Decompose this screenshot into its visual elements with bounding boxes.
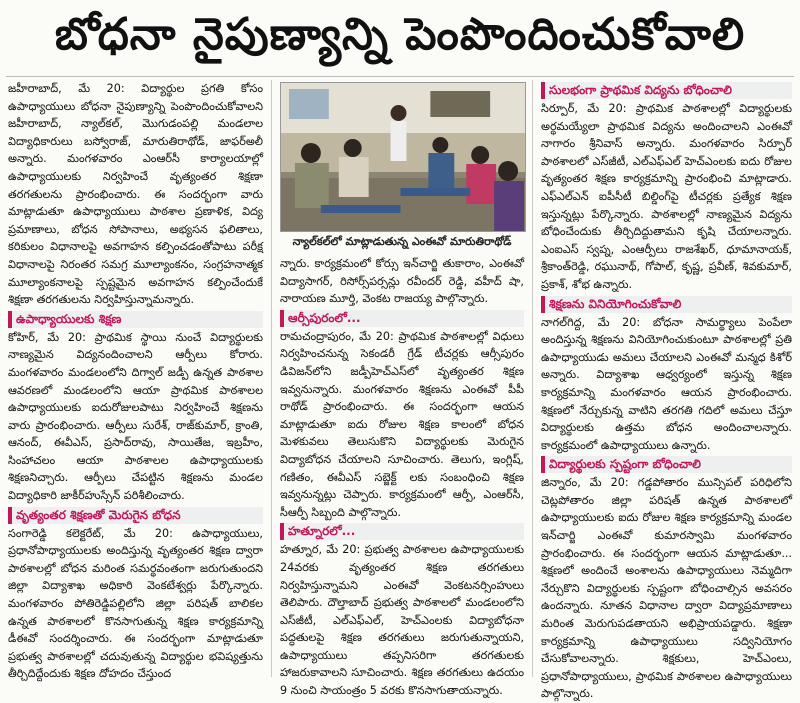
article-paragraph: న్నారు. కార్యక్రమంలో కోర్సు ఇన్‌చార్జి తుకారాం, ఎంఈవో విద్యాసాగర్, రిసోర్స్‌పర్సన్లు రవీందర్ రెడ్డి, వహీద్ షా, నారాయణ మూర్తి, వెంకట రాజయ్య పాల్గొన్నారు. — [280, 257, 524, 306]
article-columns — [6, 80, 794, 701]
article-paragraph: నాగల్‌గిద్ద, మే 20: బోధనా సామర్థ్యాలు పెంపేలా అందిస్తున్న శిక్షణను వినియోగించుకుంటూ పాఠశాలల్లో ప్రతి ఉపాధ్యాయుడు అమలు చేయాలని ఎంఈవో మన్మధ కిశోర్ అన్నారు. విద్యాశాఖ ఆధ్వర్యంలో ఇస్తున్న శిక్షణ కార్యక్రమాన్ని మంగళవారం ఆయన ప్రారంభించారు. శిక్షణలో నేర్చుకున్న వాటిని తరగతి గదిలో అమలు చేస్తూ విద్యార్థులకు ఉత్తమ బోధన అందించాలన్నారు. కార్యక్రమంలో ఉపాధ్యాయులు ఉన్నారు. — [541, 315, 792, 452]
article-paragraph: సంగారెడ్డి కలెక్టరేట్, మే 20: ఉపాధ్యాయులు, ప్రధానోపాధ్యాయులకు అందిస్తున్న వృత్యంతర శిక్షణ ద్వారా పాఠశాలల్లో బోధన మరింత సమర్థవంతంగా జరుగుతుందని జిల్లా విద్యాశాఖ అధికారి వెంకటేశ్వర్లు పేర్కొన్నారు. మంగళవారం పోతిరెడ్డిపల్లిలోని జిల్లా పరిషత్ బాలికల ఉన్నత పాఠశాలలో కొనసాగుతున్న శిక్షణ కార్యక్రమాన్ని డీఈవో సందర్శించారు. ఈ సందర్భంగా మాట్లాడుతూ ప్రభుత్వ పాఠశాలల్లో చదువుతున్న విద్యార్థుల భవిష్యత్తును తీర్చిదిద్దేందుకు శిక్షణ దోహదం చేస్తుంద — [8, 526, 263, 681]
classroom-photo-illustration — [281, 83, 525, 231]
subheading: వృత్యంతర శిక్షణతో మెరుగైన బోధన — [8, 507, 263, 524]
subheading: సులభంగా ప్రాథమిక విద్యను బోధించాలి — [541, 82, 792, 99]
subheading: శిక్షణను వినియోగించుకోవాలి — [541, 296, 792, 313]
subheading: ఉపాధ్యాయులకు శిక్షణ — [8, 311, 263, 328]
article-paragraph: జిన్నారం, మే 20: గడ్డపోతారం మున్సిపల్ పరిధిలోని చెట్లపోతారం జిల్లా పరిషత్ ఉన్నత పాఠశాలలో ఉపాధ్యాయులకు ఐదు రోజుల శిక్షణ కార్యక్రమాన్ని మండల ఇన్‌చార్జి ఎంఈవో కుమారస్వామి మంగళవారం ప్రారంభించారు. ఈ సందర్భంగా ఆయన మాట్లాడుతూ... శిక్షణలో అందించే అంశాలను ఉపాధ్యాయులు నెమ్మదిగా నేర్చుకొని విద్యార్థులకు స్పష్టంగా బోధించాల్సిన అవసరం ఉందన్నారు. నూతన విధానాల ద్వారా విద్యాప్రమాణాలు మరింత మెరుగుపడతాయని అభిప్రాయపడ్డారు. శిక్షణా కార్యక్రమాన్ని ఉపాధ్యాయులు సద్వినియోగం చేసుకోవాలన్నారు. శిక్షకులు, హెచ్‌ఎంలు, ప్రధానోపాధ్యాయులు, ప్రాథమిక పాఠశాలల ఉపాధ్యాయులు పాల్గొన్నారు. — [541, 476, 792, 701]
subheading: హత్నూరలో... — [280, 523, 524, 540]
article-paragraph: జహీరాబాద్, మే 20: విద్యార్థుల ప్రగతి కోసం ఉపాధ్యాయులు బోధనా నైపుణ్యాన్ని పెంపొందించుకోవాలని జహీరాబాద్, న్యాల్‌కల్, మొగుడంపల్లి మండలాల విద్యాధికారులు బస్వోరాజ్, మారుతిరాథోడ్, జాఫర్‌అలీ అన్నారు. మంగళవారం ఎంఆర్‌సీ కార్యాలయాల్లో ఉపాధ్యాయులకు నిర్వహించే వృత్యంతర శిక్షణా తరగతులను ప్రారంభించారు. ఈ సందర్భంగా వారు మాట్లాడుతూ ఉపాధ్యాయులు పాఠశాల ప్రణాళిక, విద్య ప్రమాణాలు, బోధన సోపానాలు, అభ్యసన ఫలితాలు, కరికులం విధానాలపై అవగాహన కల్పించడంతోపాటు పరీక్ష విధానాలపై నిరంతర సమగ్ర మూల్యాంకనం, సంగ్రహనాత్మక మూల్యాంకనాలపై స్పష్టమైన అవగాహన కల్పించేందుకే శిక్షణా తరగతులను నిర్వహిస్తున్నామన్నారు. — [8, 82, 263, 307]
headline: బోధనా నైపుణ్యాన్ని పెంపొందించుకోవాలి — [6, 4, 794, 77]
photo-caption: న్యాల్‌కల్‌లో మాట్లాడుతున్న ఎంఈవో మారుతిరాథోడ్ — [292, 235, 512, 248]
article-paragraph: రామచంద్రాపురం, మే 20: ప్రాథమిక పాఠశాలల్లో విధులు నిర్వహించనున్న సెకండరీ గ్రేడ్ టీచర్లకు ఆర్సీపురం డివిజన్‌లోని జడ్పీహెచ్‌ఎస్‌లో వృత్యంతర శిక్షణ ఇవ్వనున్నారు. మంగళవారం శిక్షణను ఎంఈవో పీపీ రాథోడ్ ప్రారంభించారు. ఈ సందర్భంగా ఆయన మాట్లాడుతూ ఐదు రోజుల శిక్షణ కాలంలో బోధన మెళకువలు తెలుసుకొని విద్యార్థులకు మెరుగైన విద్యాబోధన చేయాలని సూచించారు. తెలుగు, ఇంగ్లిష్, గణితం, ఈవీఎస్ సబ్జెక్ట్ లకు సంబంధించి శిక్షణ ఇవ్వనున్నట్లు చెప్పారు. కార్యక్రమంలో ఆర్పీ, ఎంఆర్‌సీ, సీఆర్పీ సిబ్బంది పాల్గొన్నారు. — [280, 329, 524, 519]
article-paragraph: కోహిర్, మే 20: ప్రాథమిక స్థాయి నుంచే విద్యార్థులకు నాణ్యమైన విద్యనందించాలని ఆర్పీలు కోరారు. మంగళవారం మండలంలోని దిగ్వాల్ జడ్పీ ఉన్నత పాఠశాల ఆవరణలో మండలంలోని ఆయా ప్రాథమిక పాఠశాలల ఉపాధ్యాయులకు ఐదురోజులపాటు నిర్వహించే శిక్షణను వారు ప్రారంభించారు. ఆర్పీలు సురేశ్, రాజ్‌కుమార్, క్రాంతి, ఆనంద్, ఈవీఎస్, ప్రసాద్‌రావు, సాయితేజ, ఇబ్రహీం, సింహాచలం ఆయా పాఠశాలల ఉపాధ్యాయులకు శిక్షణనిచ్చారు. ఆర్పీలు చేపట్టిన శిక్షణను మండల విద్యాధికారి జాకీర్‌హుస్సేన్ పరిశీలించారు. — [8, 330, 263, 503]
classroom-photo — [280, 82, 526, 232]
article-paragraph: హత్నూర, మే 20: ప్రభుత్వ పాఠశాలల ఉపాధ్యాయులకు 24వరకు వృత్యంతర శిక్షణ తరగతులు నిర్వహిస్తున్నామని ఎంఈవో వెంకటనర్సింహులు తెలిపారు. దౌల్తాబాద్ ప్రభుత్వ పాఠశాలలో మండలంలోని ఎస్‌జీటీ, ఎల్‌ఎఫ్‌ఎల్, హెచ్‌ఎంలకు విద్యాబోధనా పద్ధతులపై శిక్షణ తరగతులు జరుగుతున్నాయని, ఉపాధ్యాయులు తప్పనిసరిగా తరగతులకు హాజరుకావాలని సూచించారు. శిక్షణ తరగతులు ఉదయం 9 నుంచి సాయంత్రం 5 వరకు కొనసాగుతాయన్నారు. — [280, 543, 524, 698]
column-2 — [271, 80, 532, 698]
subheading: విద్యార్థులకు స్పష్టంగా బోధించాలి — [541, 456, 792, 473]
article-paragraph: సిర్పూర్, మే 20: ప్రాథమిక పాఠశాలల్లో విద్యార్థులకు అర్థమయ్యేలా ప్రాథమిక విద్యను అందించాలని ఎంఈవో నాగారం శ్రీనివాస్ అన్నారు. మంగళవారం సిర్పూర్ పాఠశాలలో ఎస్‌జీటీ, ఎల్‌ఎఫ్‌ఎల్ హెచ్‌ఎంలకు ఐదు రోజుల వృత్యంతర శిక్షణ కార్యక్రమాన్ని ప్రారంభించి మాట్లాడారు. ఎఫ్‌ఎల్‌ఎన్ ఐపీసీటీ బిల్డింగ్‌పై టీచర్లకు ప్రత్యేక శిక్షణ ఇస్తున్నట్లు పేర్కొన్నారు. పాఠశాలల్లో నాణ్యమైన విద్యను బోధించేందుకు తీర్చిదిద్దుతామని కృషి చేయాలన్నారు. ఎంఐఎస్ స్వప్న, ఎంఆర్పీలు రాజశేఖర్, ధూమానాయక్, శ్రీకాంత్‌రెడ్డి, రఘునాథ్, గోపాల్, కృష్ణ, ప్రవీణ్, శివకుమార్, ప్రకాశ్, శోభ ఉన్నారు. — [541, 102, 792, 291]
column-3 — [532, 80, 794, 701]
column-1 — [6, 80, 271, 681]
subheading: ఆర్సీపురంలో... — [280, 310, 524, 327]
